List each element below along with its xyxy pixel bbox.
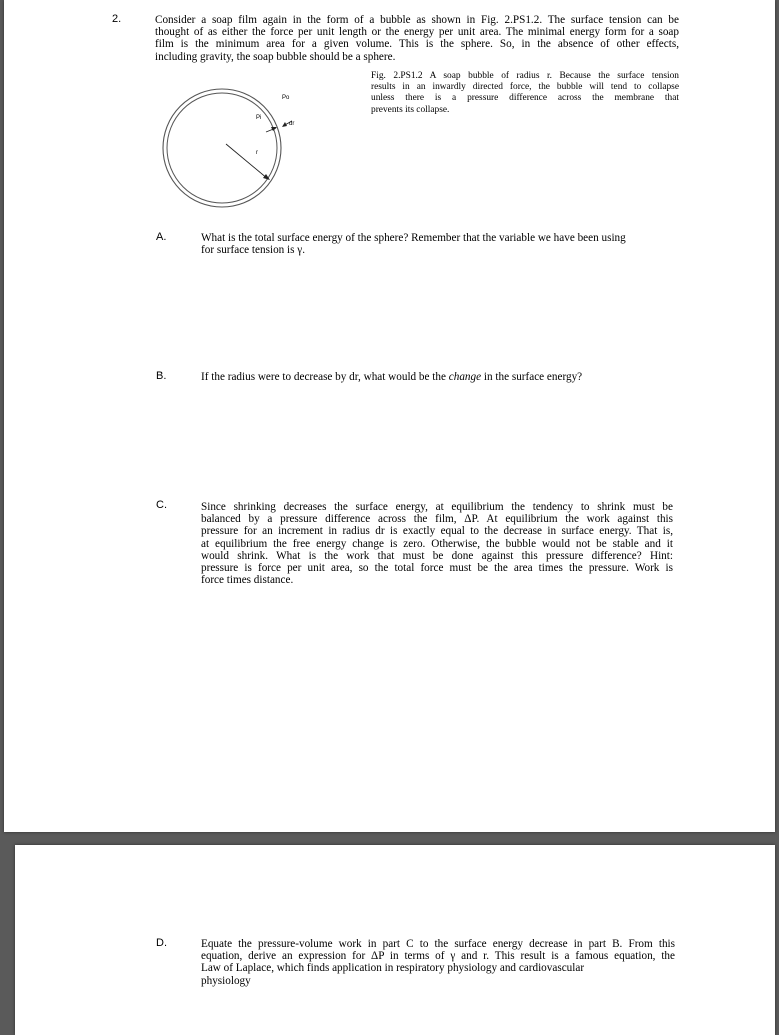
bubble-outer-circle xyxy=(163,89,281,207)
thickness-label: dr xyxy=(289,121,295,127)
part-d-line: equation, derive an expression for ΔP in terms of γ and r. This result is a famous equation, the xyxy=(201,950,675,963)
part-c-line: pressure for an increment in radius dr is exactly equal to the decrease in surface energy. That is, xyxy=(201,525,673,538)
dr-arrowhead-outer xyxy=(282,122,287,127)
part-d-line: Equate the pressure-volume work in part C to the surface energy decrease in part B. From this xyxy=(201,938,675,950)
part-c-line: Since shrinking decreases the surface energy, at equilibrium the tendency to shrink must be xyxy=(201,501,673,513)
part-b-line xyxy=(201,371,679,383)
radius-label: r xyxy=(256,150,258,156)
question-number: 2. xyxy=(112,13,122,25)
part-c-line: force times distance. xyxy=(201,574,294,587)
bubble-inner-circle xyxy=(167,93,277,203)
intro-line: Consider a soap film again in the form of a bubble as shown in Fig. 2.PS1.2. The surface tension can be xyxy=(155,14,679,26)
caption-line: unless there is a pressure difference across the membrane that xyxy=(371,93,679,104)
part-a-text xyxy=(201,232,679,256)
outside-pressure-label: Po xyxy=(282,95,290,101)
caption-line: Fig. 2.PS1.2 A soap bubble of radius r. Because the surface tension xyxy=(371,71,679,81)
part-d-text xyxy=(201,938,675,987)
part-c-text xyxy=(201,501,673,586)
part-b-emphasis: change xyxy=(448,371,482,383)
question-intro xyxy=(155,14,679,63)
part-a-line: What is the total surface energy of the sphere? Remember that the variable we have been using xyxy=(201,232,626,244)
part-d-letter: D. xyxy=(156,937,167,949)
part-c-line: balanced by a pressure difference across the film, ΔP. At equilibrium the work against this xyxy=(201,513,673,526)
part-a-line: for surface tension is γ. xyxy=(201,244,306,257)
document-page-1 xyxy=(4,0,775,832)
part-c-letter: C. xyxy=(156,499,167,511)
intro-line: film is the minimum area for a given volume. This is the sphere. So, in the absence of other effects, xyxy=(155,38,679,51)
part-d-line: physiology xyxy=(201,974,251,987)
part-c-line: pressure is force per unit area, so the total force must be the area times the pressure. Work is xyxy=(201,562,673,575)
document-page-2 xyxy=(15,845,775,1035)
part-a-letter: A. xyxy=(156,231,167,243)
part-d-line: Law of Laplace, which finds application in respiratory physiology and cardiovascular xyxy=(201,962,585,975)
part-c-line: at equilibrium the free energy change is zero. Otherwise, the bubble would not be stable and it xyxy=(201,537,673,550)
part-b-text xyxy=(201,371,679,383)
soap-bubble-figure xyxy=(152,78,302,210)
intro-line: including gravity, the soap bubble should be a sphere. xyxy=(155,50,396,63)
part-c-line: would shrink. What is the work that must be done against this pressure difference? Hint: xyxy=(201,549,673,562)
inside-pressure-label: Pi xyxy=(256,115,262,121)
figure-caption xyxy=(371,71,679,116)
caption-line: results in an inwardly directed force, the bubble will tend to collapse xyxy=(371,82,679,93)
part-b-prefix: If the radius were to decrease by dr, what would be the xyxy=(201,371,449,383)
part-b-suffix: in the surface energy? xyxy=(481,371,583,383)
intro-line: thought of as either the force per unit length or the energy per unit area. The minimal energy form for a soap xyxy=(155,26,679,39)
part-b-letter: B. xyxy=(156,370,167,382)
caption-line: prevents its collapse. xyxy=(371,104,450,115)
radius-line xyxy=(226,144,268,179)
